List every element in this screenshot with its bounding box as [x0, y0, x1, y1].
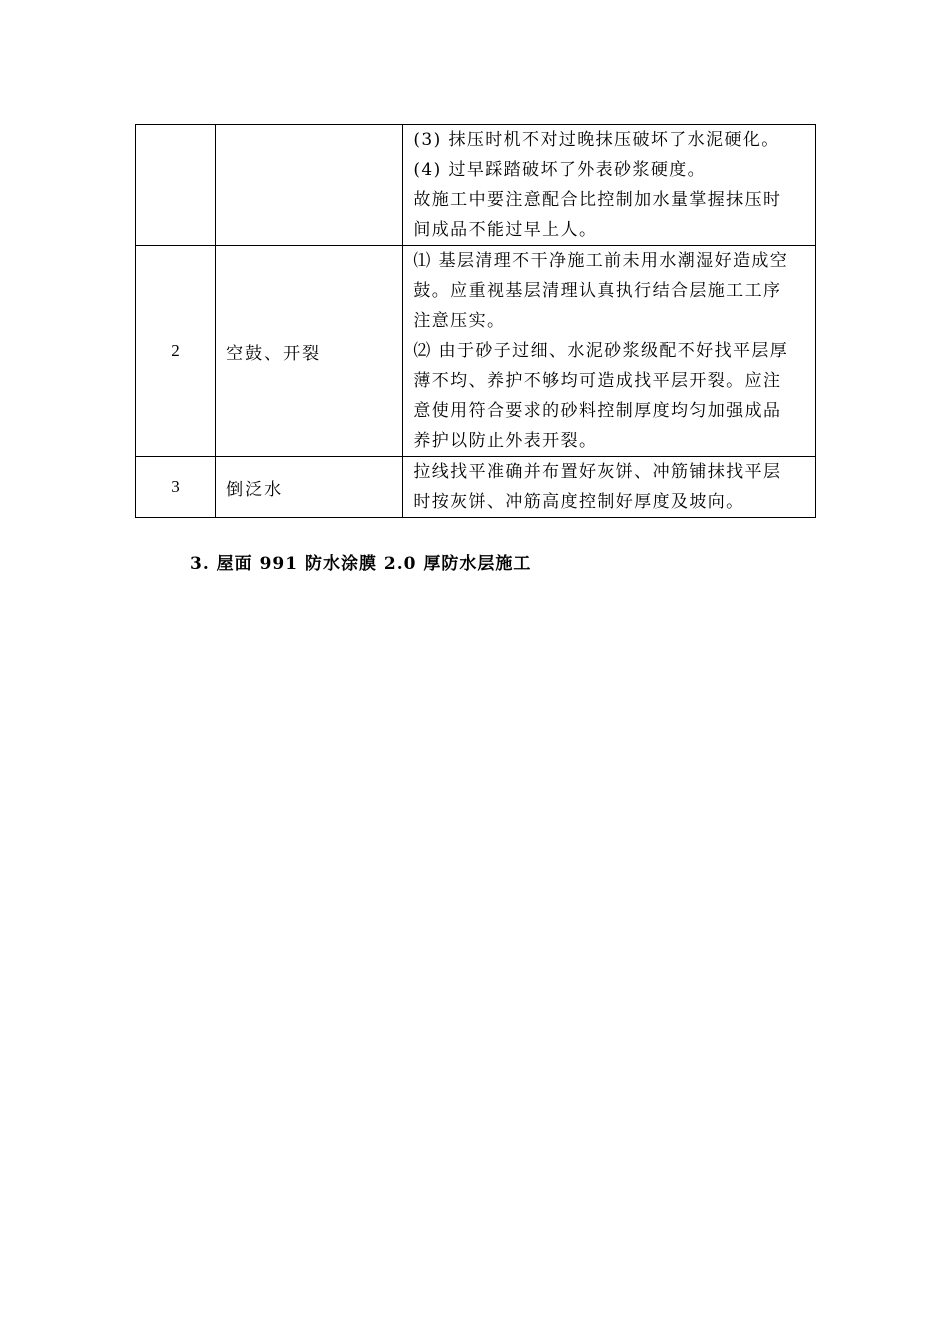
table-row	[136, 246, 816, 457]
row-number: 2	[136, 246, 216, 457]
section-heading: 3. 屋面 991 防水涂膜 2.0 厚防水层施工	[190, 554, 532, 574]
row-number	[136, 125, 216, 246]
description-line: ⑵ 由于砂子过细、水泥砂浆级配不好找平层厚	[413, 341, 789, 361]
description-line: (4) 过早踩踏破坏了外表砂浆硬度。	[413, 160, 707, 180]
issue-name: 倒泛水	[216, 457, 403, 518]
table-row	[136, 457, 816, 518]
quality-issues-table	[135, 124, 816, 518]
description-line: (3) 抹压时机不对过晚抹压破坏了水泥硬化。	[413, 130, 780, 150]
description-line: 注意压实。	[413, 311, 506, 331]
description-line: 意使用符合要求的砂料控制厚度均匀加强成品	[413, 401, 782, 421]
description-line: 鼓。应重视基层清理认真执行结合层施工工序	[413, 281, 782, 301]
issue-description	[403, 457, 816, 518]
table-row	[136, 125, 816, 246]
issue-description	[403, 125, 816, 246]
issue-name: 空鼓、开裂	[216, 246, 403, 457]
issue-description	[403, 246, 816, 457]
description-line: 拉线找平准确并布置好灰饼、冲筋铺抹找平层	[413, 462, 782, 482]
description-line: 故施工中要注意配合比控制加水量掌握抹压时	[413, 190, 782, 210]
issue-name	[216, 125, 403, 246]
description-line: 薄不均、养护不够均可造成找平层开裂。应注	[413, 371, 782, 391]
description-line: ⑴ 基层清理不干净施工前未用水潮湿好造成空	[413, 251, 789, 271]
description-line: 时按灰饼、冲筋高度控制好厚度及坡向。	[413, 492, 745, 512]
row-number: 3	[136, 457, 216, 518]
description-line: 养护以防止外表开裂。	[413, 431, 598, 451]
description-line: 间成品不能过早上人。	[413, 220, 598, 240]
